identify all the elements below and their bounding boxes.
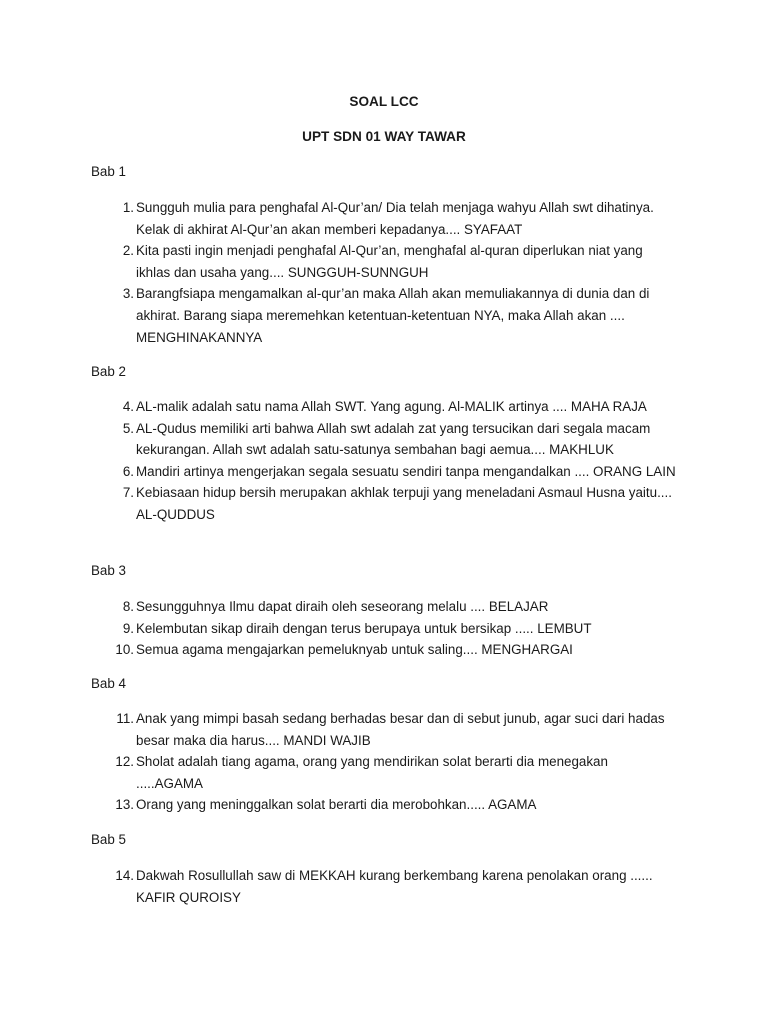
- question-item: [0, 240, 768, 283]
- question-item: [0, 283, 768, 348]
- question-text: Semua agama mengajarkan pemeluknyab untuk saling.... MENGHARGAI: [136, 642, 573, 658]
- question-item: [0, 461, 768, 483]
- question-number: 8.: [122, 599, 134, 614]
- question-list: [0, 396, 768, 526]
- question-item: [0, 197, 768, 240]
- question-number: 3.: [122, 286, 134, 302]
- question-number: 13.: [115, 797, 134, 813]
- question-text: Sesungguhnya Ilmu dapat diraih oleh seseorang melalu .... BELAJAR: [136, 599, 549, 614]
- question-text: AL-Qudus memiliki arti bahwa Allah swt adalah zat yang tersucikan dari segala macam kekurangan. Allah swt adalah satu-satunya sembahan bagi aemua.... MAKHLUK: [136, 420, 651, 458]
- question-item: [0, 639, 768, 661]
- section-label: Bab 4: [91, 676, 126, 691]
- question-list: [0, 708, 768, 816]
- question-list: [0, 865, 768, 908]
- question-number: 11.: [116, 711, 134, 726]
- question-text: Mandiri artinya mengerjakan segala sesuatu sendiri tanpa mengandalkan .... ORANG LAIN: [136, 463, 676, 479]
- question-text: Anak yang mimpi basah sedang berhadas besar dan di sebut junub, agar suci dari hadas besar maka dia harus.... MANDI WAJIB: [136, 711, 665, 748]
- section-label: Bab 3: [91, 563, 126, 578]
- question-item: [0, 794, 768, 816]
- section-label: Bab 1: [91, 164, 126, 179]
- question-number: 12.: [115, 754, 134, 770]
- question-text: Sholat adalah tiang agama, orang yang mendirikan solat berarti dia menegakan .....AGAMA: [136, 754, 608, 791]
- question-item: [0, 751, 768, 794]
- document-subtitle: UPT SDN 01 WAY TAWAR: [302, 129, 466, 144]
- question-number: 9.: [122, 620, 134, 636]
- question-list: [0, 197, 768, 348]
- question-text: Kita pasti ingin menjadi penghafal Al-Qur’an, menghafal al-quran diperlukan niat yang ikhlas dan usaha yang.... SUNGGUH-SUNNGUH: [136, 243, 643, 280]
- section-label: Bab 2: [91, 364, 126, 379]
- question-number: 10.: [115, 642, 134, 658]
- question-number: 1.: [122, 200, 134, 215]
- question-text: Orang yang meninggalkan solat berarti dia merobohkan..... AGAMA: [136, 797, 537, 813]
- question-text: AL-malik adalah satu nama Allah SWT. Yang agung. Al-MALIK artinya .... MAHA RAJA: [136, 399, 647, 414]
- question-number: 7.: [122, 485, 134, 501]
- question-text: Kelembutan sikap diraih dengan terus berupaya untuk bersikap ..... LEMBUT: [136, 620, 592, 636]
- question-item: [0, 482, 768, 525]
- question-number: 14.: [115, 868, 134, 883]
- question-item: [0, 618, 768, 640]
- question-item: [0, 418, 768, 461]
- document-title: SOAL LCC: [349, 94, 419, 109]
- question-item: [0, 708, 768, 751]
- question-text: Barangfsiapa mengamalkan al-qur’an maka Allah akan memuliakannya di dunia dan di akhirat. Barang siapa meremehkan ketentuan-ketentuan NYA, maka Allah akan .... MENGHINAKANNYA: [136, 286, 650, 345]
- question-list: [0, 596, 768, 661]
- question-number: 5.: [122, 420, 134, 436]
- question-number: 6.: [122, 463, 134, 479]
- section-label: Bab 5: [91, 832, 126, 847]
- question-number: 4.: [122, 399, 134, 414]
- question-text: Sungguh mulia para penghafal Al-Qur’an/ Dia telah menjaga wahyu Allah swt dihatinya. Kelak di akhirat Al-Qur’an akan memberi kepadanya.... SYAFAAT: [136, 200, 654, 237]
- question-number: 2.: [122, 243, 134, 259]
- question-item: [0, 865, 768, 908]
- question-text: Dakwah Rosullullah saw di MEKKAH kurang berkembang karena penolakan orang ...... KAFIR QUROISY: [136, 868, 653, 905]
- question-text: Kebiasaan hidup bersih merupakan akhlak terpuji yang meneladani Asmaul Husna yaitu.... AL-QUDDUS: [136, 485, 672, 522]
- question-item: [0, 596, 768, 618]
- question-item: [0, 396, 768, 418]
